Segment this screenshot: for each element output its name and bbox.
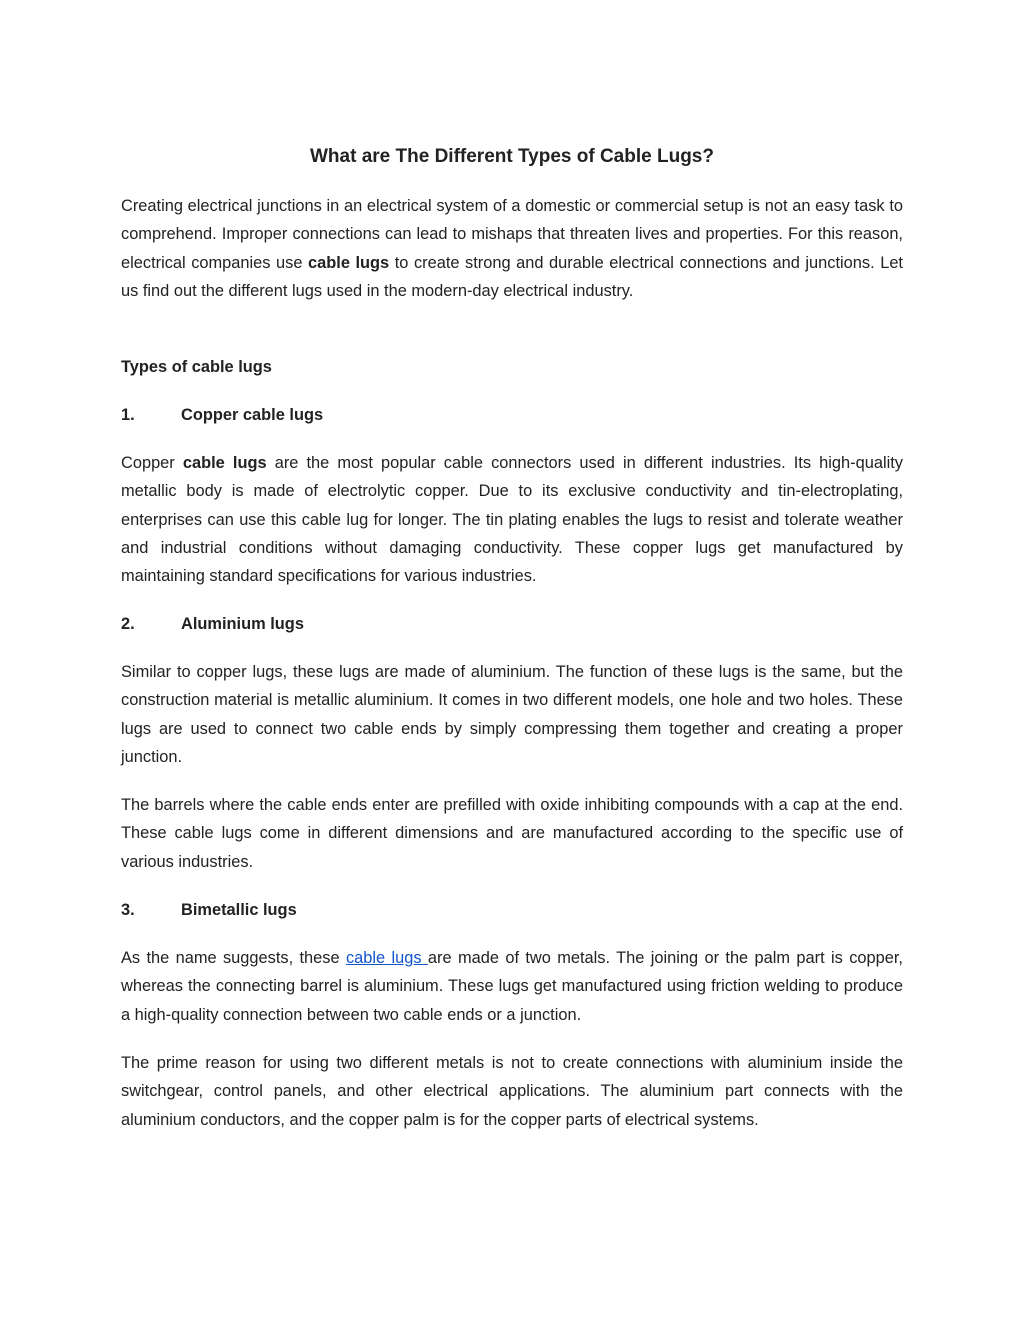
section-1-bold-term: cable lugs — [182, 454, 267, 472]
section-2-title: Aluminium lugs — [181, 615, 304, 633]
intro-bold-term: cable lugs — [308, 253, 390, 272]
section-2-paragraph-1: Similar to copper lugs, these lugs are made of aluminium. The function of these lugs is the same, but the construction material is metallic aluminium. It comes in two different models, one hole and two holes. These lugs are used to connect two cable ends by simply compressing them together and creating a proper junction. — [121, 663, 903, 766]
section-1-text-after: are the most popular cable connectors used in different industries. Its high-quality metallic body is made of electrolytic copper. Due to its exclusive conductivity and tin-electroplating, enterprises can use this cable lug for longer. The tin plating enables the lugs to resist and tolerate weather and industrial conditions without damaging conductivity. These copper lugs get manufactured by maintaining standard specifications for various industries. — [121, 454, 903, 586]
intro-paragraph — [121, 192, 903, 305]
intro-text-before: Creating electrical junctions in an electrical system of a domestic or commercial setup is not an easy task to comprehend. Improper connections can lead to mishaps that threaten lives and properties. For this reason, electrical companies use — [121, 197, 903, 272]
section-3-title: Bimetallic lugs — [181, 901, 297, 919]
section-1-heading — [121, 401, 323, 429]
section-2-heading — [121, 610, 304, 638]
section-3-heading — [121, 896, 297, 924]
section-3-text-after: are made of two metals. The joining or the palm part is copper, whereas the connecting barrel is aluminium. These lugs get manufactured using friction welding to produce a high-quality connection between two cable ends or a junction. — [121, 949, 903, 1024]
section-1-number: 1. — [121, 406, 135, 424]
section-2-number: 2. — [121, 615, 135, 633]
intro-text-after: to create strong and durable electrical connections and junctions. Let us find out the different lugs used in the modern-day electrical industry. — [121, 253, 903, 300]
section-3-paragraph-2: The prime reason for using two different metals is not to create connections with aluminium inside the switchgear, control panels, and other electrical applications. The aluminium part connects with the aluminium conductors, and the copper palm is for the copper parts of electrical systems. — [121, 1054, 903, 1129]
section-3-paragraph-1 — [121, 944, 903, 1029]
section-3-number: 3. — [121, 901, 135, 919]
cable-lugs-link[interactable]: cable lugs — [345, 949, 428, 967]
section-3-text-before: As the name suggests, these — [121, 949, 346, 967]
document-title: What are The Different Types of Cable Lugs? — [310, 146, 714, 167]
section-1-paragraph — [121, 449, 903, 590]
section-1-title: Copper cable lugs — [181, 406, 324, 424]
types-heading: Types of cable lugs — [121, 358, 272, 376]
section-1-text-before: Copper — [121, 454, 183, 472]
section-2-paragraph-2: The barrels where the cable ends enter are prefilled with oxide inhibiting compounds with a cap at the end. These cable lugs come in different dimensions and are manufactured according to the specific use of various industries. — [121, 796, 903, 871]
